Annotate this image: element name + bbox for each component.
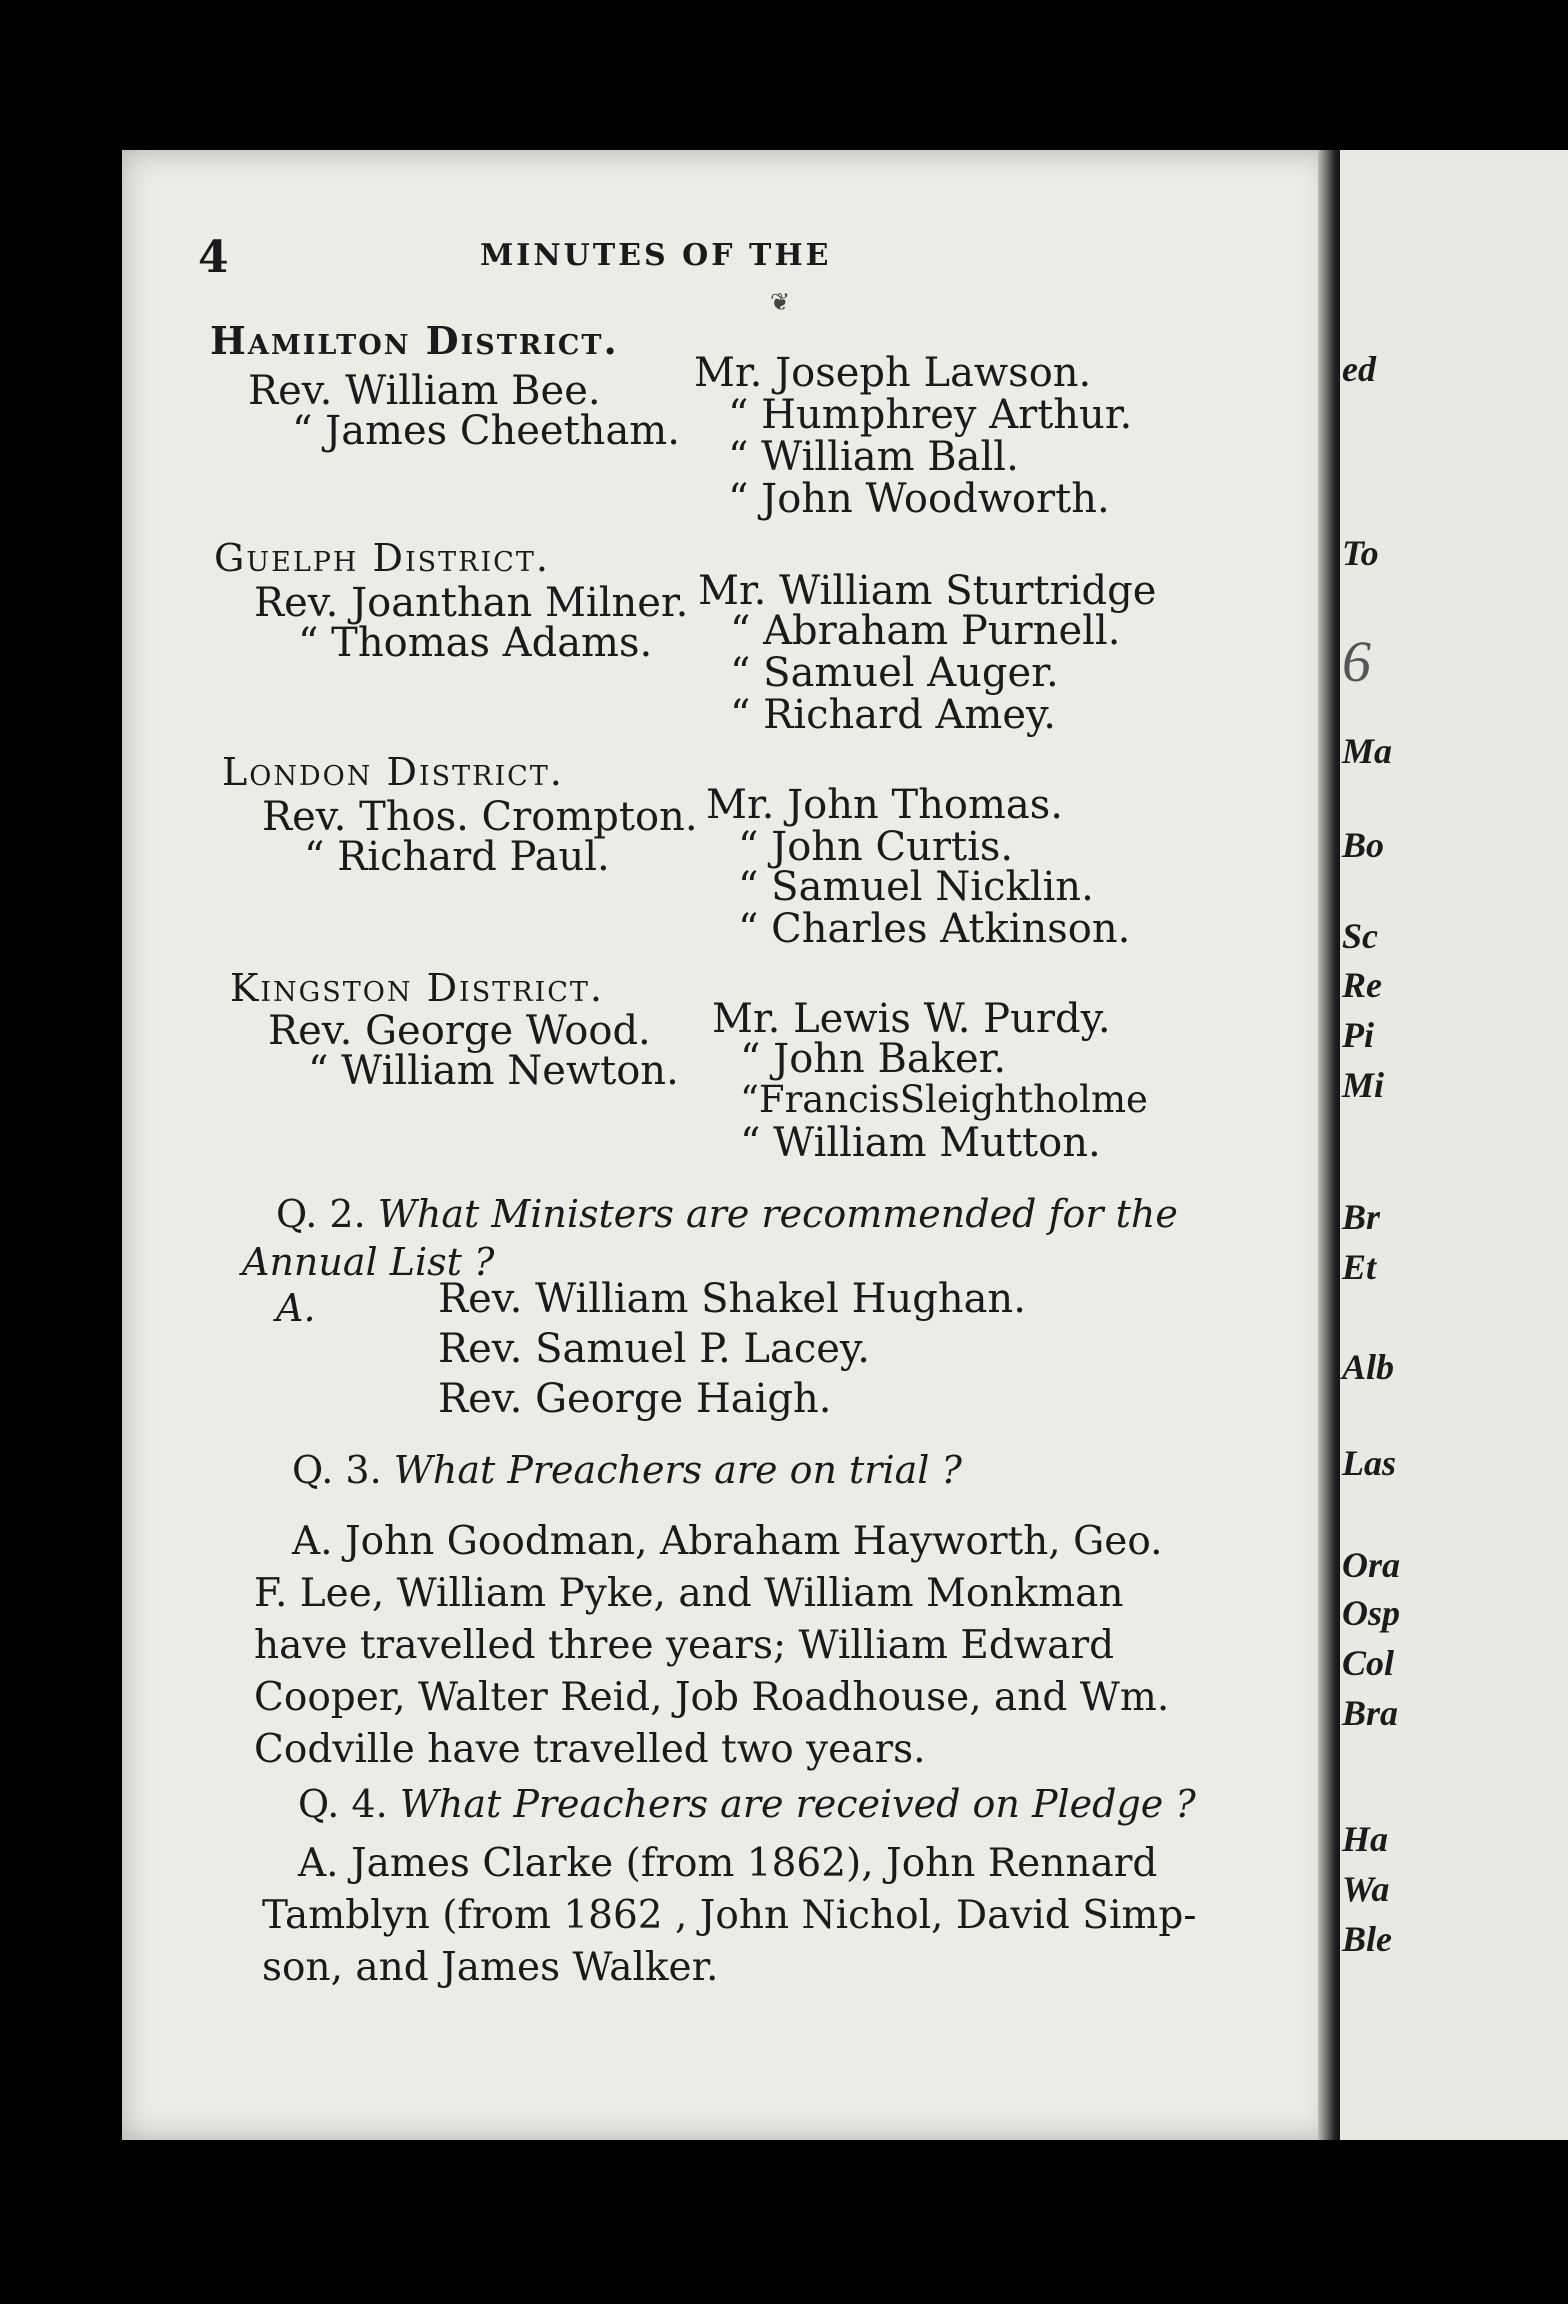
question-2	[276, 1192, 1178, 1236]
layman-line: “ John Curtis.	[738, 824, 1014, 870]
minister-line: Rev. Thos. Crompton.	[262, 794, 698, 840]
layman-line: Mr. John Thomas.	[706, 782, 1064, 828]
answer-paragraph-line: Cooper, Walter Reid, Job Roadhouse, and Wm.	[254, 1675, 1170, 1720]
question-text: What Ministers are recommended for the	[377, 1192, 1178, 1236]
facing-fragment: Pi	[1342, 1015, 1374, 1055]
facing-fragment: Ble	[1342, 1919, 1392, 1959]
minister-line: “ James Cheetham.	[292, 408, 680, 454]
answer-line: Rev. William Shakel Hughan.	[438, 1276, 1026, 1322]
layman-line: Mr. William Sturtridge	[698, 568, 1157, 614]
answer-label: A.	[298, 1841, 339, 1886]
question-3	[292, 1448, 962, 1492]
answer-paragraph-line: have travelled three years; William Edward	[254, 1623, 1115, 1668]
facing-fragment: To	[1342, 533, 1379, 573]
facing-fragment: Bra	[1342, 1693, 1399, 1733]
minister-line: Rev. Joanthan Milner.	[254, 580, 689, 626]
facing-fragment: Sc	[1342, 916, 1378, 956]
layman-line: “ Humphrey Arthur.	[728, 392, 1133, 438]
facing-fragment: ed	[1342, 349, 1376, 389]
answer-label: A.	[292, 1519, 333, 1564]
facing-fragment: Wa	[1342, 1869, 1390, 1909]
header-ornament: ❦	[770, 288, 791, 316]
facing-fragment: Osp	[1342, 1593, 1401, 1633]
layman-line: “ William Ball.	[728, 434, 1019, 480]
layman-line: “ Abraham Purnell.	[730, 608, 1121, 654]
facing-fragment: 6	[1342, 629, 1371, 694]
minister-line: “ Thomas Adams.	[298, 620, 653, 666]
answer-line: Rev. George Haigh.	[438, 1376, 832, 1422]
facing-fragment: Alb	[1342, 1347, 1395, 1387]
facing-fragment: Col	[1342, 1643, 1395, 1683]
district-heading-london: London District.	[222, 750, 564, 794]
minister-line: Rev. George Wood.	[268, 1008, 651, 1054]
layman-line: “ Charles Atkinson.	[738, 906, 1131, 952]
layman-line: “ John Baker.	[740, 1036, 1007, 1082]
facing-fragment: Bo	[1342, 825, 1385, 865]
district-heading-hamilton: Hamilton District.	[210, 318, 619, 363]
minister-line: “ Richard Paul.	[304, 834, 610, 880]
facing-fragment: Ha	[1342, 1819, 1389, 1859]
answer-paragraph-line	[298, 1838, 1157, 1890]
answer-text: James Clarke (from 1862), John Rennard	[350, 1841, 1158, 1886]
answer-label-text: A.	[276, 1286, 316, 1330]
answer-paragraph-line: Tamblyn (from 1862 , John Nichol, David Simp-	[262, 1893, 1197, 1938]
facing-fragment: Et	[1342, 1247, 1377, 1287]
facing-fragment: Mi	[1342, 1065, 1385, 1105]
question-4	[298, 1782, 1196, 1826]
question-number: Q. 4.	[298, 1782, 388, 1826]
facing-page	[1340, 150, 1568, 2140]
page-number: 4	[198, 232, 229, 283]
answer-paragraph-line: son, and James Walker.	[262, 1945, 719, 1990]
facing-fragment: Las	[1342, 1443, 1396, 1483]
layman-line: “ Richard Amey.	[730, 692, 1057, 738]
facing-fragment: Re	[1342, 965, 1382, 1005]
minister-line: “ William Newton.	[308, 1048, 679, 1094]
facing-fragment: Ora	[1342, 1545, 1401, 1585]
question-text: What Preachers are on trial ?	[393, 1448, 962, 1492]
answer-paragraph-line: F. Lee, William Pyke, and William Monkman	[254, 1571, 1124, 1616]
district-heading-kingston: Kingston District.	[230, 966, 604, 1010]
running-head: MINUTES OF THE	[480, 238, 832, 273]
answer-label	[276, 1286, 316, 1330]
answer-line: Rev. Samuel P. Lacey.	[438, 1326, 870, 1372]
layman-line: “ William Mutton.	[740, 1120, 1101, 1166]
question-text: Annual List ?	[242, 1240, 495, 1284]
layman-line: “ Samuel Auger.	[730, 650, 1059, 696]
layman-line: Mr. Lewis W. Purdy.	[712, 996, 1111, 1042]
layman-line: Mr. Joseph Lawson.	[694, 350, 1092, 396]
facing-fragment: Br	[1342, 1197, 1381, 1237]
district-heading-guelph: Guelph District.	[214, 536, 550, 580]
layman-line: “FrancisSleightholme	[740, 1078, 1148, 1121]
facing-fragment: Ma	[1342, 731, 1393, 771]
answer-paragraph-line	[292, 1516, 1163, 1568]
question-text: What Preachers are received on Pledge ?	[399, 1782, 1196, 1826]
answer-paragraph-line: Codville have travelled two years.	[254, 1727, 926, 1772]
layman-line: “ Samuel Nicklin.	[738, 864, 1094, 910]
layman-line: “ John Woodworth.	[728, 476, 1110, 522]
minister-line: Rev. William Bee.	[248, 368, 601, 414]
answer-text: John Goodman, Abraham Hayworth, Geo.	[344, 1519, 1163, 1564]
question-number: Q. 2.	[276, 1192, 366, 1236]
question-number: Q. 3.	[292, 1448, 382, 1492]
